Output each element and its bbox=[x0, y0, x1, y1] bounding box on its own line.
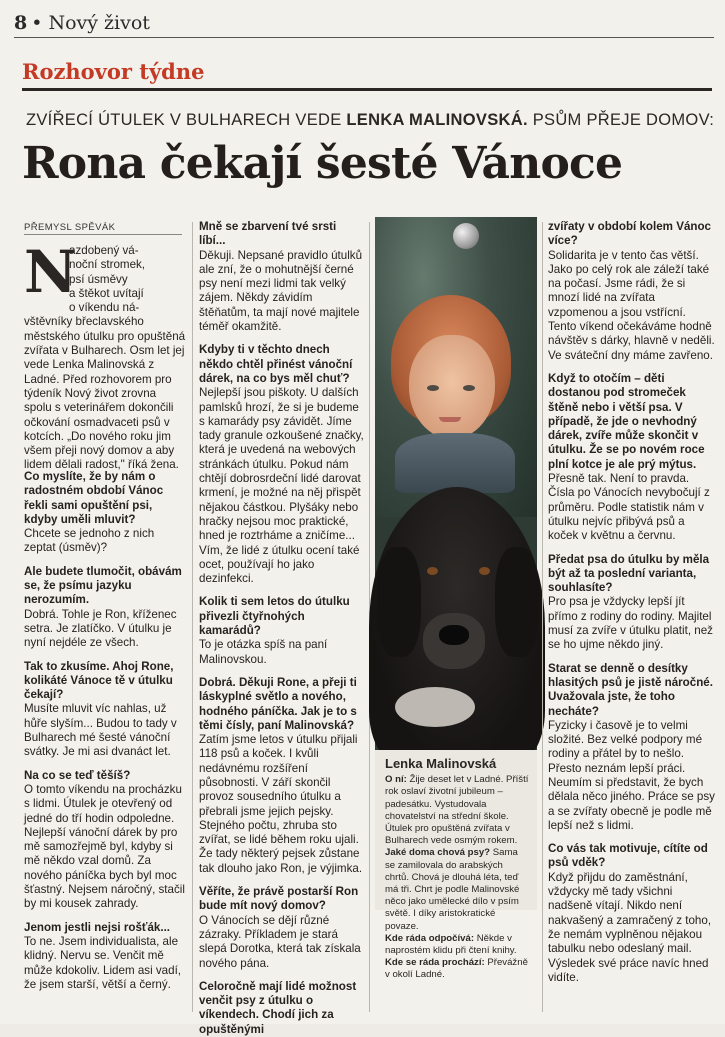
profile-text: Převážně v okolí Ladné. bbox=[385, 957, 528, 981]
interview-question: Předat psa do útulku by měla být až ta poslední varianta, souhlasíte? bbox=[548, 552, 710, 595]
interview-answer: To je otázka spíš na paní Malinovskou. bbox=[199, 638, 328, 666]
woman-face bbox=[409, 335, 495, 439]
column-2 bbox=[199, 220, 365, 1036]
column-3 bbox=[548, 220, 716, 1015]
lead-paragraph bbox=[24, 238, 186, 473]
interview-answer: O tomto víkendu na procházku s lidmi. Útulek je otevřený od jedné do tří hodin odpoledne. Nejlepší vánoční dárek by pro mě samozřejmě byl, kdyby si mě někdo vzal domů. Za nového páníčka bych byl moc šťastný. Nejsem náročný, stačil by mi kousek zahrady. bbox=[24, 782, 185, 911]
interview-question: Když to otočím – děti dostanou pod stromeček štěně nebo i větší psa. V případě, že jde o nevhodný dárek, zvíře může skončit v útulku. Že se po novém roce plní kotce je ale prý mýtus. bbox=[548, 371, 705, 471]
interview-answer: Přesně tak. Není to pravda. Čísla po Vánocích nevybočují z průměru. Podle statistik nám v útulku nejvíc přibývá psů a koček v květnu a červnu. bbox=[548, 472, 710, 543]
page-header bbox=[14, 8, 714, 38]
interview-answer: Dobrá. Tohle je Ron, kříženec setra. Je zlatíčko. V útulku je nyní nejdéle ze všech. bbox=[24, 607, 177, 650]
kicker bbox=[26, 111, 716, 130]
interview-question: Co vás tak motivuje, cítíte od psů vděk? bbox=[548, 842, 708, 870]
interview-answer: Pro psa je vždycky lepší jít přímo z rodiny do rodiny. Majitel musí za zvíře v útulku platit, než se ho ujme někdo jiný. bbox=[548, 595, 713, 652]
portrait-photo bbox=[375, 217, 537, 750]
lead-line: o víkendu ná- bbox=[69, 301, 140, 315]
profile-label: O ní: bbox=[385, 774, 407, 786]
interview-answer: O Vánocích se dějí různé zázraky. Příkladem je stará slepá Dorotka, která tak získala nového pána. bbox=[199, 913, 361, 970]
profile-name: Lenka Malinovská bbox=[385, 756, 497, 771]
lead-line: azdobený vá- bbox=[69, 244, 139, 257]
kicker-part-1: ZVÍŘECÍ ÚTULEK V BULHARECH VEDE bbox=[26, 111, 347, 129]
profile-label: Kde se ráda prochází: bbox=[385, 957, 485, 969]
woman-mouth bbox=[439, 417, 461, 422]
interview-answer: Když přijdu do zaměstnání, vždycky mě tady všichni nadšeně vítají. Nikdo není nakvašený a zamračený z toho, že nemám vyplněnou nějakou tabulku nebo odeslaný mail. Výsledek své práce navíc hned vidíte. bbox=[548, 870, 712, 984]
dog-nose bbox=[439, 625, 469, 645]
interview-answer: Solidarita je v tento čas větší. Jako po celý rok ale záleží také na počasí. Jsme rádi, že si mnozí lidé na zvířata vzpomenou a jsou vstřícní. Tento víkend očekáváme hodně návštěv s dárky, hlavně v neděli. Ve sváteční dny máme zavřeno. bbox=[548, 248, 715, 362]
interview-answer: Zatím jsme letos v útulku přijali 118 psů a koček. I kvůli nedávnému rozšíření působnosti. V září skončil provoz sousedního útulku a přebrali jsme jejich pejsky. Stejného počtu, zhruba sto zvířat, se lidé během roku ujali. Že tady některý pejsek zůstane tak dlouho jako Ron, je výjimka. bbox=[199, 733, 363, 875]
header-bullet: • bbox=[31, 11, 43, 34]
dog-eye bbox=[479, 567, 490, 575]
lead-line: psí úsměvy bbox=[69, 272, 128, 286]
interview-answer: Chcete se jednoho z nich zeptat (úsměv)? bbox=[24, 527, 155, 555]
interview-answer: Děkuji. Nepsané pravidlo útulků ale zní, že o mohutnější černé psy není mezi lidmi tak velký zájem. Někdy závidím štěňatům, ta mají nové majitele téměř okamžitě. bbox=[199, 248, 363, 334]
interview-question: Ale budete tlumočit, obávám se, že psímu jazyku nerozumím. bbox=[24, 564, 182, 607]
interview-question: Kdyby ti v těchto dnech někdo chtěl přinést vánoční dárek, na co bys měl chuť? bbox=[199, 343, 353, 385]
profile-item bbox=[385, 957, 529, 981]
lead-rest: vštěvníky břeclavského městského útulku pro opuštěná zvířata v Bulharech. Osm let jej vede Lenka Malinovská z Ladné. Před rozhovorem pro týdeník Nový život zrovna spolu s veterinářem dokončili očkování osmadvaceti psů v kotcích. „Do nového roku jim všem přeji nový domov a aby lidem dělali radost," říká žena. bbox=[24, 315, 186, 472]
interview-answer: Fyzicky i časově je to velmi složité. Bez velké podpory mé rodiny a přátel by to nešlo. Přesto neznám lepší práci. Neumím si představit, že bych dělala něco jiného. Práce se psy a se zvířaty obecně je podle mě lepší než s lidmi. bbox=[548, 718, 715, 832]
woman-eye bbox=[463, 385, 475, 391]
interview-question: Dobrá. Děkuji Rone, a přeji ti láskyplné světlo a nového, hodného páníčka. Jak je to s těmi čísly, paní Malinovská? bbox=[199, 675, 357, 732]
interview-answer: Nejlepší jsou piškoty. U dalších pamlsků hrozí, že si je budeme s kamarády psy závidět. Jíme tady granule ozkoušené značky, která je uvedená na webových stránkách útulku. Pokud nám chtějí dobrosrdeční lidé darovat krmení, je možné na něj přispět nějakou částkou. Plyšáky nebo hračky nejsou moc praktické, hned je roztrháme a zničíme... Vím, že lidé z útulku ocení také ocet, používají ho jako dezinfekci. bbox=[199, 386, 364, 586]
profile-item bbox=[385, 774, 529, 847]
section-divider bbox=[22, 88, 712, 91]
interview-question: Co myslíte, že by nám o radostném období Vánoc řekli sami opuštění psi, kdyby uměli mluvit? bbox=[24, 470, 164, 526]
kicker-name: LENKA MALINOVSKÁ. bbox=[346, 111, 528, 129]
profile-text: Žije deset let v Ladné. Příští rok oslaví životní jubileum – padesátku. Vystudovala chovatelství na střední škole. Útulek pro opuštěná zvířata v Bulharech vede osmým rokem. bbox=[385, 774, 529, 847]
dog-ear bbox=[377, 547, 421, 657]
column-1 bbox=[24, 470, 187, 1010]
interview-question: Kolik ti sem letos do útulku přivezli čtyřnohých kamarádů? bbox=[199, 595, 350, 638]
interview-question: Tak to zkusíme. Ahoj Rone, kolikáté Vánoce tě v útulku čekají? bbox=[24, 659, 174, 702]
lead-line: noční stromek, bbox=[69, 258, 146, 272]
profile-label: Jaké doma chová psy? bbox=[385, 847, 491, 859]
page-number: 8 bbox=[14, 11, 28, 34]
profile-item bbox=[385, 933, 529, 957]
interview-question: Starat se denně o desítky hlasitých psů je jistě náročné. Uvažovala jste, že toho necháte? bbox=[548, 661, 713, 718]
profile-box bbox=[375, 750, 537, 981]
ornament-ball-icon bbox=[453, 223, 479, 249]
headline: Rona čekají šesté Vánoce bbox=[22, 138, 623, 189]
lead-line: a štěkot uvítají bbox=[69, 286, 144, 300]
woman-eye bbox=[427, 385, 439, 391]
profile-label: Kde ráda odpočívá: bbox=[385, 932, 475, 944]
interview-question: Na co se teď těšíš? bbox=[24, 768, 131, 782]
section-label: Rozhovor týdne bbox=[22, 59, 205, 84]
profile-text: Někde v naprostém klidu při čtení knihy. bbox=[385, 932, 517, 957]
author-byline: PŘEMYSL SPĚVÁK bbox=[24, 222, 116, 233]
dog-chest-patch bbox=[395, 687, 475, 727]
publication-name: Nový život bbox=[48, 11, 150, 34]
dog-eye bbox=[427, 567, 438, 575]
interview-question: zvířaty v období kolem Vánoc více? bbox=[548, 220, 711, 248]
drop-cap: N bbox=[24, 238, 78, 306]
column-rule bbox=[542, 222, 543, 1012]
byline-divider bbox=[24, 234, 182, 235]
interview-answer: Musíte mluvit víc nahlas, už hůře slyším... Budou to tady v Bulharech mé šesté vánoční svátky. Je mi asi dvanáct let. bbox=[24, 702, 177, 759]
profile-item bbox=[385, 847, 529, 932]
kicker-part-2: PSŮM PŘEJE DOMOV: bbox=[527, 111, 715, 129]
interview-question: Celoročně mají lidé možnost venčit psy z útulku o víkendech. Chodí jich za opuštěnými bbox=[199, 979, 357, 1036]
woman-scarf bbox=[395, 433, 515, 493]
interview-question: Věříte, že právě postarší Ron bude mít nový domov? bbox=[199, 885, 359, 913]
interview-question: Mně se zbarvení tvé srsti líbí... bbox=[199, 220, 337, 248]
interview-answer: To ne. Jsem individualista, ale klidný. Nervu se. Venčit mě může kdokoliv. Lidem asi vadí, že jsem starší, větší a černý. bbox=[24, 934, 182, 991]
dog-ear bbox=[495, 547, 539, 657]
column-rule bbox=[192, 222, 193, 1012]
profile-text: Sama se zamilovala do arabských chrtů. Chová je dlouhá léta, teď má tři. Chrt je podle Malinovské něco jako umělecké dílo v psím světě. I díky aristokratické povaze. bbox=[385, 847, 520, 932]
interview-question: Jenom jestli nejsi rošťák... bbox=[24, 920, 171, 934]
